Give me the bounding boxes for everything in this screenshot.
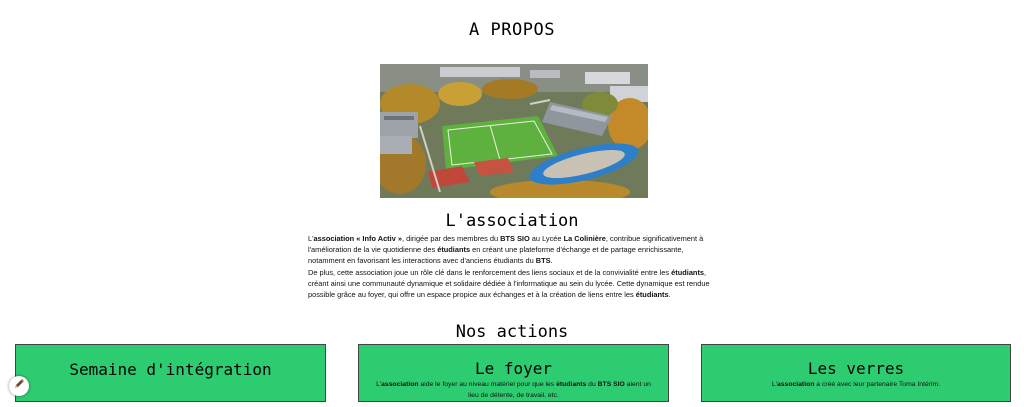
association-heading: L'association [445,211,579,231]
campus-aerial-photo [380,64,648,198]
text-run: , dirigée par des membres du [401,234,501,243]
pencil-icon [13,377,25,395]
text-run: De plus, cette association joue un rôle clé dans le renforcement des liens sociaux et de la convivialité entre les [308,267,672,277]
association-description [308,233,720,300]
association-paragraph-1 [308,234,703,265]
text-run: aide le foyer au niveau matériel pour que les [418,381,557,388]
action-card-verres[interactable] [701,344,1011,402]
text-run: BTS SIO [500,234,530,243]
text-run: association [381,381,419,388]
text-run: La Colinière [563,234,606,243]
text-run: BTS [535,256,551,266]
text-run: . [668,290,671,300]
text-run: , créant ainsi une communauté dynamique et solidaire dédiée à l'informatique au sein du lycée. Cette dynamique est rendue possible grâce au foyer, qui offre un espace propice aux échanges et à la création de liens entre les [308,267,710,300]
action-card-description [716,380,996,391]
action-card-foyer[interactable] [358,344,669,402]
action-card-title: Les verres [807,359,905,378]
action-card-title: Semaine d'intégration [69,360,272,379]
text-run: étudiants [556,381,587,388]
text-run: en créant une plateforme d'échange et de partage enrichissante, notamment en favorisant les interactions avec d'anciens étudiants du [308,245,684,266]
actions-heading: Nos actions [455,322,569,342]
edit-button[interactable] [9,376,29,396]
text-run: au Lycée [529,234,564,243]
text-run: association [776,381,815,388]
text-run: L' [376,381,382,388]
action-card-integration[interactable] [15,344,326,402]
text-run: , contribue significativement à l'amélioration de la vie quotidienne des [308,234,704,255]
text-run: du [586,381,598,388]
text-run: L' [308,234,314,243]
text-run: étudiants [635,290,669,300]
association-paragraph-2 [308,268,710,299]
text-run: étudiants [437,245,471,255]
action-card-description [373,380,654,401]
action-card-title: Le foyer [474,359,553,378]
text-run: BTS SIO [597,381,625,388]
text-run: . [550,256,553,266]
text-run: a créé avec leur partenaire Toma Intérim. [814,381,941,388]
text-run: association « Info Activ » [313,234,402,243]
text-run: aient un lieu de détente, de travail, etc. [468,381,651,399]
text-run: L' [771,381,777,388]
page-title: A PROPOS [469,20,555,40]
text-run: étudiants [671,267,705,277]
